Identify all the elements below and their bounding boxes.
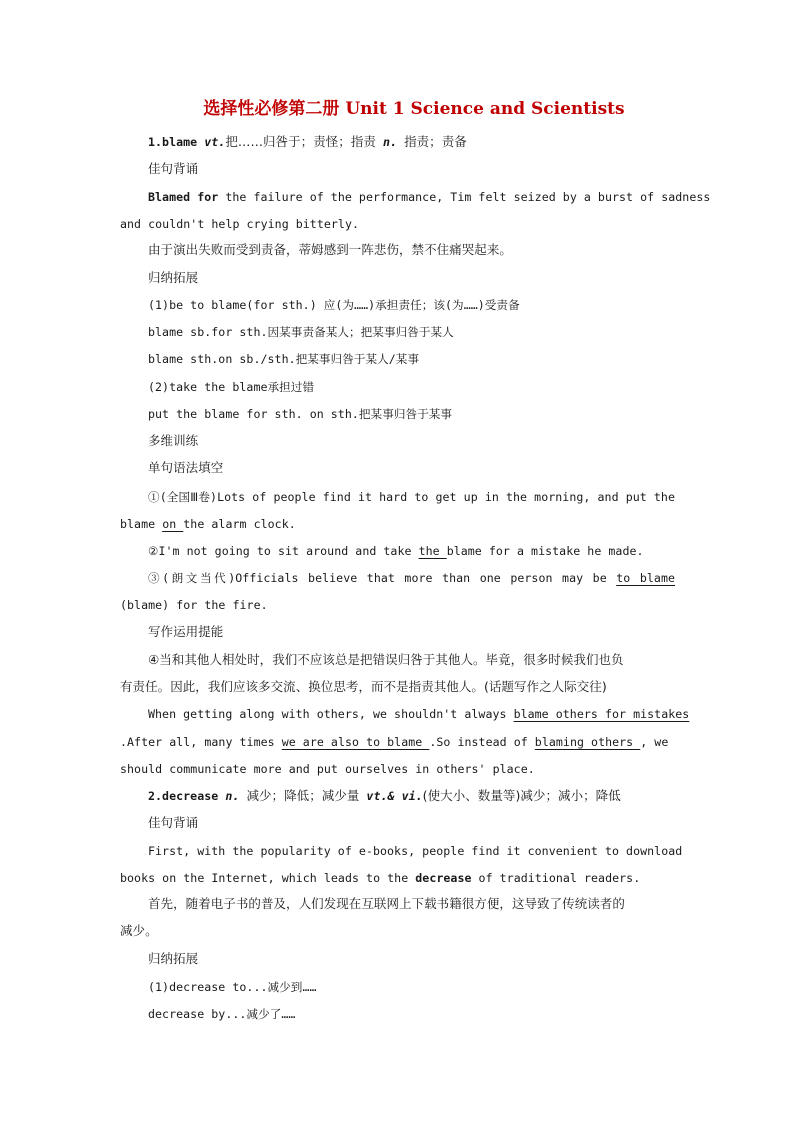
- part-of-speech: vt.: [204, 135, 226, 149]
- writing-answer-line: .After all, many times we are also to blame .So instead of blaming others , we: [120, 735, 669, 749]
- definition: 把……归咎于；责怪；指责: [225, 134, 376, 149]
- expand-item: (2)take the blame承担过错: [148, 380, 315, 394]
- answer-blank: the: [418, 544, 447, 558]
- section-label-grammar: 单句语法填空: [148, 460, 224, 475]
- entry-word: 1.blame: [148, 135, 198, 149]
- answer-blank: on: [162, 517, 184, 531]
- part-of-speech: vt.& vi.: [366, 789, 423, 803]
- exercise-line: ①(全国Ⅲ卷)Lots of people find it hard to get up in the morning, and put the: [148, 490, 675, 504]
- section-label-recite: 佳句背诵: [148, 815, 199, 830]
- writing-prompt-line: 有责任。因此，我们应该多交流、换位思考，而不是指责其他人。(话题写作之人际交往): [120, 679, 607, 694]
- entry-heading-decrease: [148, 788, 675, 804]
- page-title: 选择性必修第二册 Unit 1 Science and Scientists: [203, 99, 625, 119]
- example-sentence-line: books on the Internet, which leads to the decrease of traditional readers.: [120, 871, 641, 885]
- answer-blank: blame others for mistakes: [513, 707, 690, 721]
- expand-item: (1)be to blame(for sth.) 应(为……)承担责任；该(为……)受责备: [148, 298, 520, 312]
- example-sentence-line: Blamed for the failure of the performance, Tim felt seized by a burst of sadness: [148, 190, 711, 204]
- section-label-recite: 佳句背诵: [148, 161, 199, 176]
- expand-item: put the blame for sth. on sth.把某事归咎于某事: [148, 407, 453, 421]
- part-of-speech: n.: [382, 135, 398, 149]
- exercise-line: (blame) for the fire.: [120, 598, 268, 612]
- example-translation: 首先，随着电子书的普及，人们发现在互联网上下载书籍很方便，这导致了传统读者的: [148, 896, 625, 911]
- exercise-line: ②I'm not going to sit around and take the blame for a mistake he made.: [148, 544, 644, 558]
- expand-item: blame sth.on sb./sth.把某事归咎于某人/某事: [148, 352, 420, 366]
- writing-prompt-line: ④当和其他人相处时，我们不应该总是把错误归咎于其他人。毕竟，很多时候我们也负: [148, 652, 624, 667]
- answer-blank: to blame: [616, 571, 676, 585]
- section-label-expand: 归纳拓展: [148, 951, 199, 966]
- example-keyword: decrease: [415, 871, 472, 885]
- definition: 减少；降低；减少量: [246, 788, 360, 803]
- expand-item: decrease by...减少了……: [148, 1007, 296, 1021]
- part-of-speech: n.: [225, 789, 240, 803]
- definition: (使大小、数量等)减少；减小；降低: [422, 788, 621, 803]
- expand-item: blame sb.for sth.因某事责备某人；把某事归咎于某人: [148, 325, 454, 339]
- example-keyword: Blamed for: [148, 190, 219, 204]
- writing-answer-line: should communicate more and put ourselves in others' place.: [120, 762, 535, 776]
- expand-item: (1)decrease to...减少到……: [148, 980, 317, 994]
- definition: 指责；责备: [404, 134, 467, 149]
- answer-blank: we are also to blame: [281, 735, 430, 749]
- example-sentence-line: First, with the popularity of e-books, people find it convenient to download: [148, 844, 683, 858]
- entry-heading-blame: [148, 134, 675, 150]
- section-label-expand: 归纳拓展: [148, 270, 199, 285]
- section-label-train: 多维训练: [148, 433, 199, 448]
- example-translation: 减少。: [120, 923, 158, 938]
- exercise-line: ③(朗文当代)Officials believe that more than one person may be to blame: [148, 571, 676, 585]
- exercise-line: blame on the alarm clock.: [120, 517, 296, 531]
- example-translation: 由于演出失败而受到责备，蒂姆感到一阵悲伤，禁不住痛哭起来。: [148, 242, 512, 257]
- answer-blank: blaming others: [534, 735, 641, 749]
- writing-answer-line: When getting along with others, we shouldn't always blame others for mistakes: [148, 707, 690, 721]
- section-label-writing: 写作运用提能: [148, 624, 224, 639]
- example-sentence-line: and couldn't help crying bitterly.: [120, 217, 360, 231]
- entry-word: 2.decrease: [148, 789, 219, 803]
